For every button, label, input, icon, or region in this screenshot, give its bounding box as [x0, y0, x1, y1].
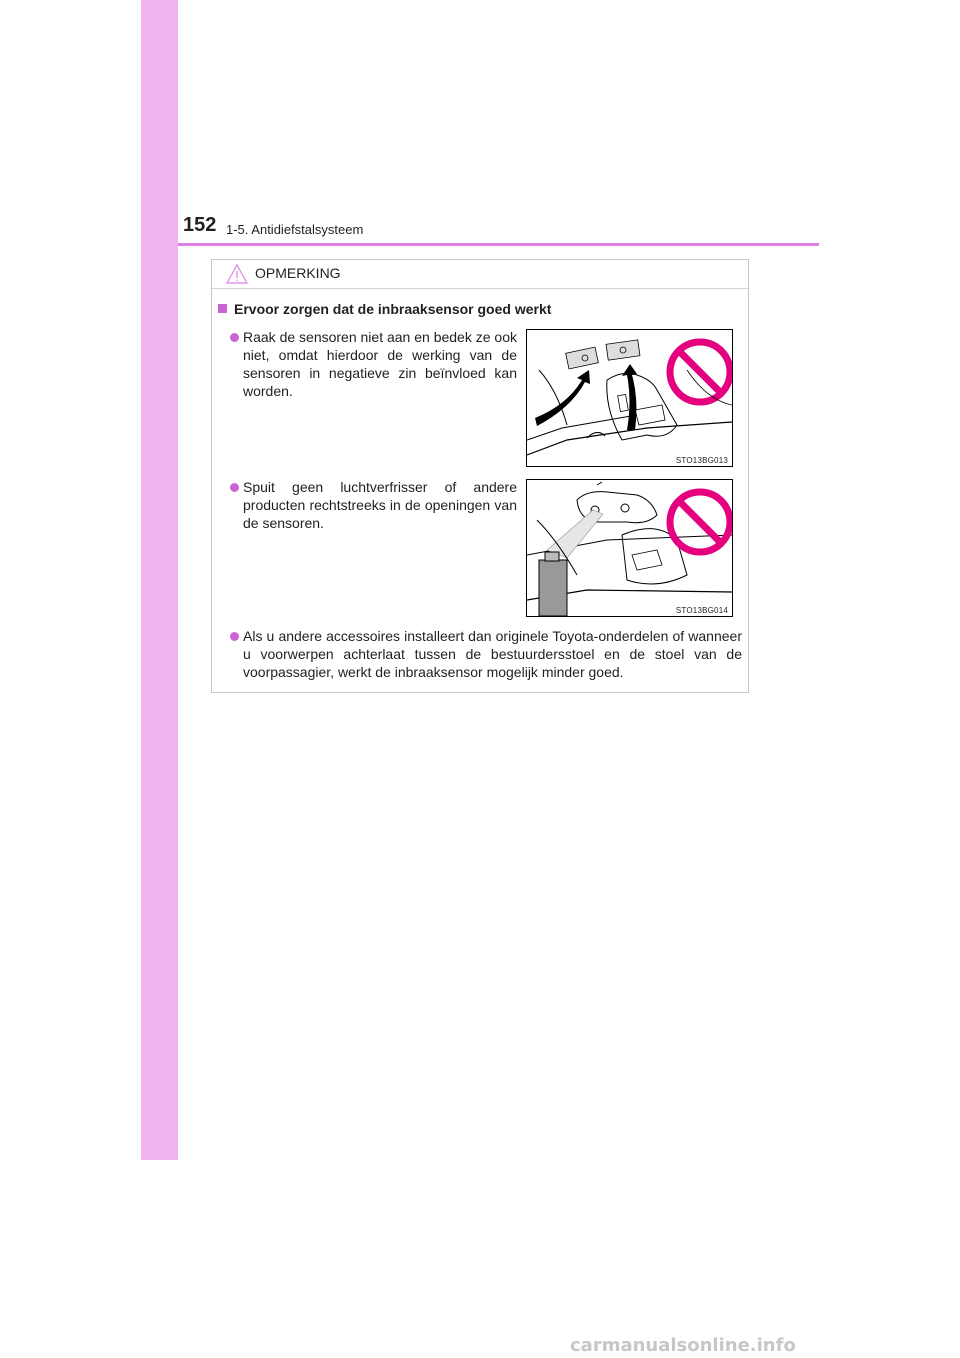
figure-no-touch-sensors	[526, 329, 733, 467]
notice-label: OPMERKING	[255, 265, 341, 281]
side-tab	[141, 0, 178, 1160]
figure-code: STO13BG014	[675, 606, 728, 615]
figure-no-spray-sensors	[526, 479, 733, 617]
notice-item-3: Als u andere accessoires installeert dan originele Toyota-onderdelen of wanneer u voorwerpen achterlaat tussen de bestuurdersstoel en de stoel van de voorpassagier, werkt de inbraaksensor mogelijk minder goed.	[243, 628, 742, 680]
footer-watermark: carmanualsonline.info	[570, 1335, 796, 1356]
notice-heading-text: Ervoor zorgen dat de inbraaksensor goed werkt	[234, 301, 552, 317]
notice-heading	[218, 301, 551, 317]
page-number: 152	[183, 214, 217, 236]
notice-item-1: Raak de sensoren niet aan en bedek ze ook niet, omdat hierdoor de werking van de sensoren in negatieve zin beïnvloed kan worden.	[243, 329, 517, 399]
notice-item-2: Spuit geen luchtverfrisser of andere producten rechtstreeks in de openingen van de sensoren.	[243, 479, 517, 531]
notice-header	[212, 260, 748, 289]
no-touch-sensor-illustration	[527, 330, 732, 466]
bullet-dot-icon	[230, 483, 239, 492]
header-rule	[178, 243, 819, 246]
section-title: 1-5. Antidiefstalsysteem	[226, 222, 364, 237]
no-spray-sensor-illustration	[527, 480, 732, 616]
square-bullet-icon	[218, 304, 227, 313]
notice-box	[211, 259, 749, 693]
figure-code: STO13BG013	[675, 456, 728, 465]
warning-icon	[226, 264, 248, 284]
bullet-dot-icon	[230, 632, 239, 641]
bullet-dot-icon	[230, 333, 239, 342]
